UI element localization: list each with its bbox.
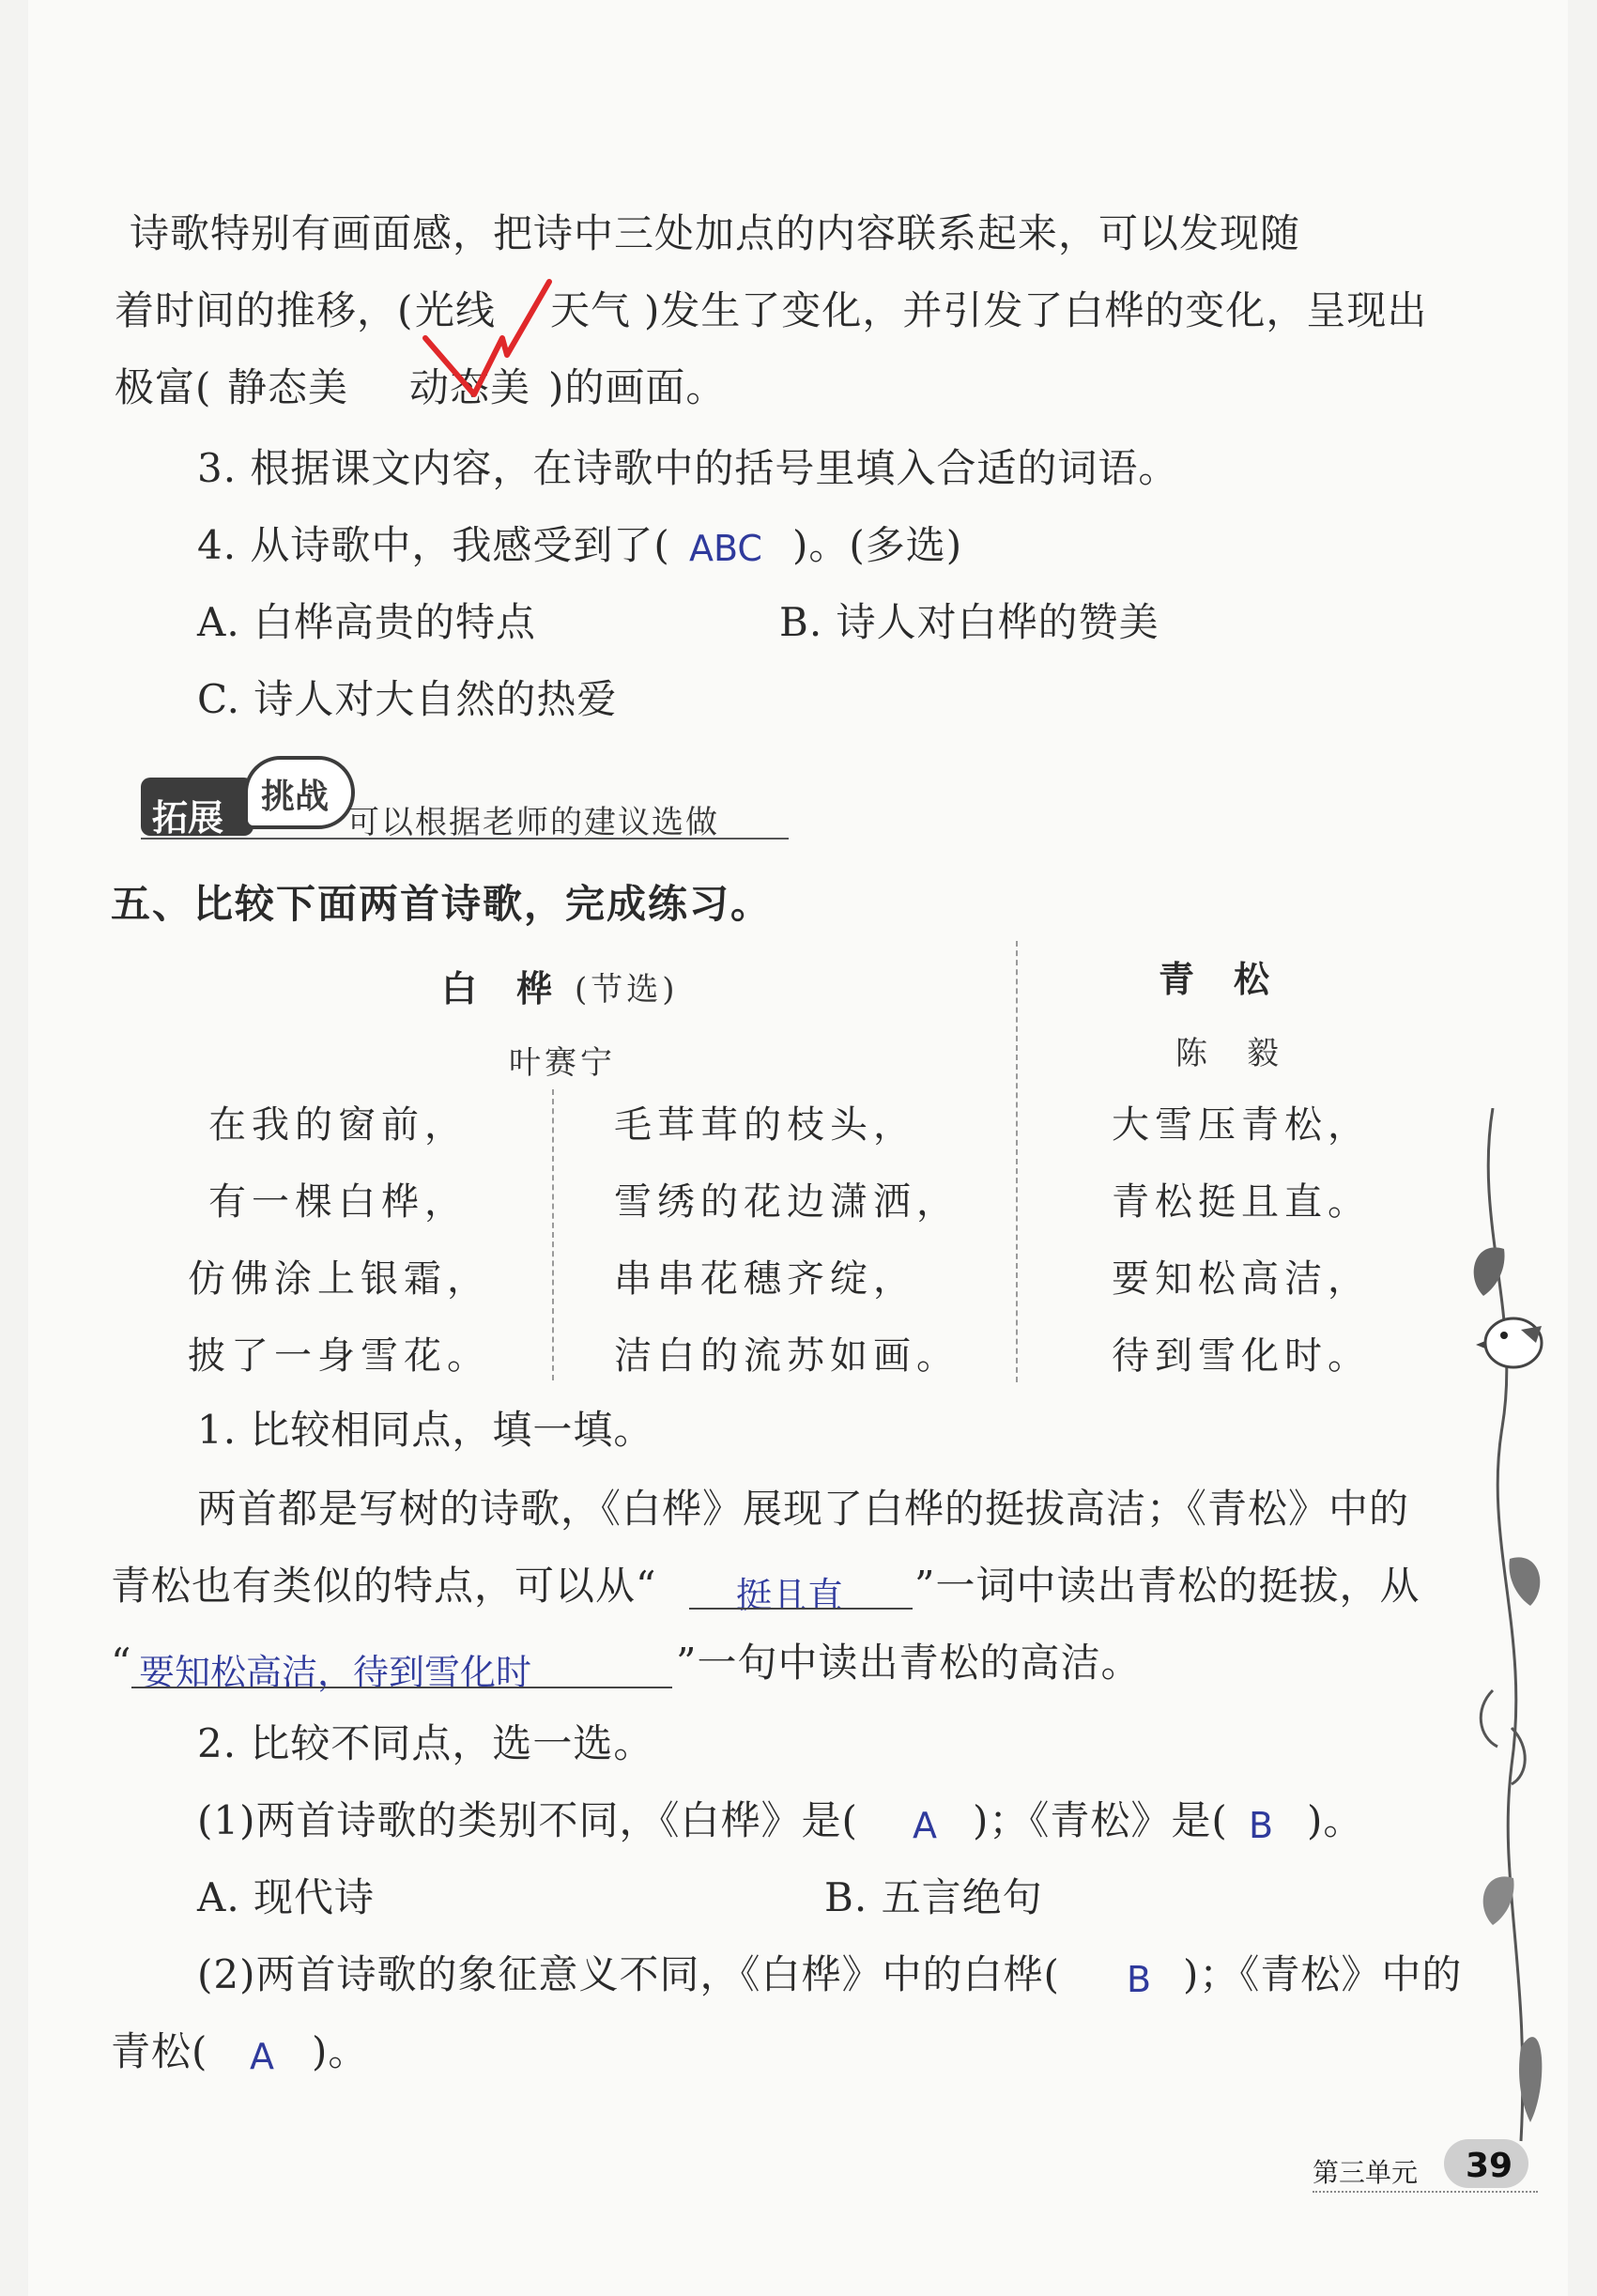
poem-1-col2-line-3: 串串花穗齐绽， xyxy=(614,1257,916,1301)
s5-question-2-option-b: B. 五言绝句 xyxy=(824,1874,1043,1920)
extension-divider xyxy=(141,838,789,840)
poem-1-col1-line-4: 披了一身雪花。 xyxy=(188,1334,490,1378)
poem-2-author: 陈 毅 xyxy=(1175,1035,1282,1072)
s5-question-1-blank-2 xyxy=(131,1687,672,1688)
poem-2-title: 青 松 xyxy=(1159,958,1272,1000)
s5-question-2-sub-1-start: (1)两首诗歌的类别不同，《白桦》是( xyxy=(197,1797,858,1843)
poem-1-col1-line-1: 在我的窗前， xyxy=(208,1103,468,1147)
s5-question-1-line-2-end: ”一词中读出青松的挺拔，从 xyxy=(914,1563,1420,1609)
question-3: 3. 根据课文内容，在诗歌中的括号里填入合适的词语。 xyxy=(197,445,1179,491)
answer-dynamic-beauty: 动态美 xyxy=(409,364,531,410)
s5-question-1-blank-1 xyxy=(689,1608,913,1610)
paragraph-line-3-end: )的画面。 xyxy=(548,364,727,410)
s5-question-2-sub-1-mid: )；《青松》是( xyxy=(973,1797,1228,1843)
question-4-answer: ABC xyxy=(689,528,762,569)
answer-static-beauty: 静态美 xyxy=(227,364,349,410)
s5-question-1-line-1: 两首都是写树的诗歌，《白桦》展现了白桦的挺拔高洁；《青松》中的 xyxy=(197,1486,1410,1532)
check-mark-icon xyxy=(418,272,559,413)
poem-1-col2-line-1: 毛茸茸的枝头， xyxy=(614,1103,916,1147)
s5-question-2-sub-2-line-2-start: 青松( xyxy=(111,2028,208,2074)
poem-2-line-3: 要知松高洁， xyxy=(1112,1257,1371,1301)
s5-question-1-answer-2: 要知松高洁，待到雪化时 xyxy=(139,1652,532,1693)
s5-question-1-title: 1. 比较相同点，填一填。 xyxy=(197,1407,654,1453)
s5-question-1-line-3-end: ”一句中读出青松的高洁。 xyxy=(676,1640,1142,1686)
poem-1-col2-line-4: 洁白的流苏如画。 xyxy=(614,1334,960,1378)
poem-1-col1-line-2: 有一棵白桦， xyxy=(208,1180,468,1224)
s5-question-2-sub-2-start: (2)两首诗歌的象征意义不同，《白桦》中的白桦( xyxy=(197,1951,1060,1997)
question-4-option-c: C. 诗人对大自然的热爱 xyxy=(197,676,618,722)
poem-1-col2-line-2: 雪绣的花边潇洒， xyxy=(614,1180,960,1224)
s5-question-2-sub-2-answer-2: A xyxy=(250,2036,274,2077)
extension-note: 可以根据老师的建议选做 xyxy=(347,804,719,841)
s5-question-2-sub-2-answer-1: B xyxy=(1127,1959,1152,2000)
poem-2-line-2: 青松挺且直。 xyxy=(1112,1180,1371,1224)
poem-1-author: 叶赛宁 xyxy=(509,1044,616,1082)
s5-question-2-sub-2-mid: )；《青松》中的 xyxy=(1183,1951,1463,1997)
section-5-title: 五、比较下面两首诗歌，完成练习。 xyxy=(111,881,773,927)
question-4-option-a: A. 白桦高贵的特点 xyxy=(197,599,537,645)
poem-2-line-4: 待到雪化时。 xyxy=(1112,1334,1371,1378)
paragraph-line-3-start: 极富( xyxy=(115,364,212,410)
s5-question-2-sub-1-answer-2: B xyxy=(1249,1805,1274,1846)
extension-badge-label: 拓展 xyxy=(152,797,224,839)
s5-question-1-answer-1: 挺且直 xyxy=(736,1575,844,1616)
s5-question-2-sub-1-answer-1: A xyxy=(913,1805,937,1846)
answer-light: 光线 xyxy=(415,287,497,333)
poem-1-title-note: (节选) xyxy=(575,971,679,1009)
challenge-bubble-label: 挑战 xyxy=(261,778,330,816)
question-4-stem-end: )。(多选) xyxy=(792,522,963,568)
footer-unit-label: 第三单元 xyxy=(1313,2157,1419,2188)
paragraph-line-2-start: 着时间的推移，( xyxy=(115,287,414,333)
vine-bird-decoration-icon xyxy=(1455,1108,1568,2188)
question-4-option-b: B. 诗人对白桦的赞美 xyxy=(779,599,1159,645)
paragraph-line-1: 诗歌特别有画面感，把诗中三处加点的内容联系起来，可以发现随 xyxy=(130,210,1301,256)
s5-question-2-option-a: A. 现代诗 xyxy=(197,1874,376,1920)
footer-divider xyxy=(1313,2191,1538,2193)
s5-question-1-line-3-open-quote: “ xyxy=(111,1640,132,1686)
s5-question-2-title: 2. 比较不同点，选一选。 xyxy=(197,1720,654,1766)
poem-1-column-divider xyxy=(552,1089,554,1380)
s5-question-2-sub-2-end: )。 xyxy=(312,2028,369,2074)
page-number: 39 xyxy=(1466,2147,1513,2185)
poems-divider xyxy=(1016,941,1018,1382)
paragraph-line-2-end: )发生了变化，并引发了白桦的变化，呈现出 xyxy=(644,287,1428,333)
poem-2-line-1: 大雪压青松， xyxy=(1112,1103,1371,1147)
poem-1-col1-line-3: 仿佛涂上银霜， xyxy=(188,1257,490,1301)
workbook-page xyxy=(28,0,1568,2296)
question-4-stem-start: 4. 从诗歌中，我感受到了( xyxy=(197,522,670,568)
s5-question-1-line-2-start: 青松也有类似的特点，可以从“ xyxy=(111,1563,657,1609)
s5-question-2-sub-1-end: )。 xyxy=(1307,1797,1364,1843)
poem-1-title: 白 桦 xyxy=(441,967,555,1009)
answer-weather: 天气 xyxy=(550,287,632,333)
